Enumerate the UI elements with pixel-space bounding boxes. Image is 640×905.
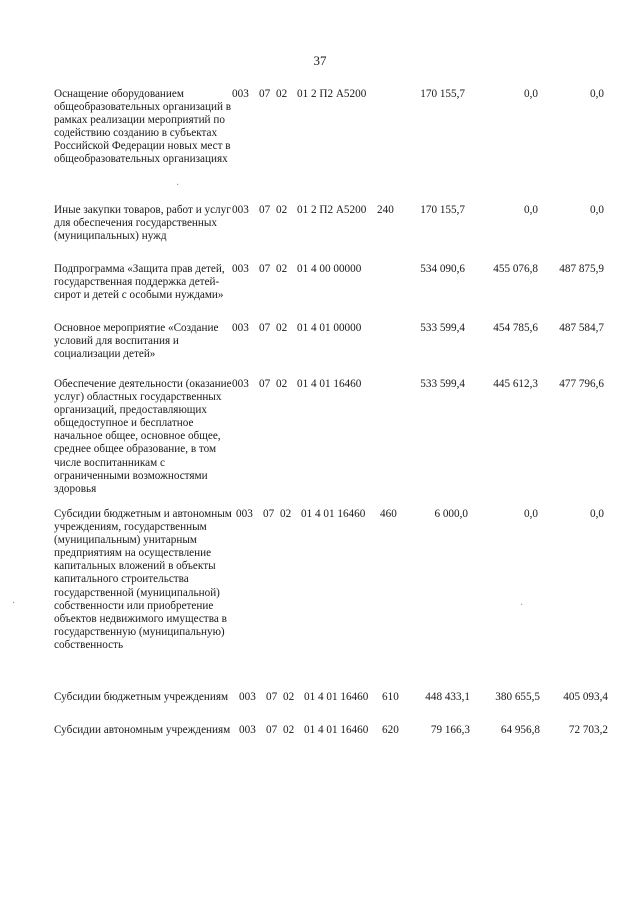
- value-year-1: 533 599,4: [420, 322, 465, 334]
- section-code: 07: [259, 263, 271, 275]
- value-year-1: 170 155,7: [420, 204, 465, 216]
- section-code: 07: [263, 508, 275, 520]
- value-year-3: 477 796,6: [559, 378, 604, 390]
- scan-speck: ·: [12, 598, 16, 609]
- subsection-code: 02: [276, 378, 288, 390]
- admin-code: 003: [239, 691, 256, 703]
- expense-type-code: 240: [377, 204, 394, 216]
- expense-type-code: 620: [382, 724, 399, 736]
- target-article-code: 01 4 01 16460: [297, 378, 362, 390]
- subsection-code: 02: [283, 724, 295, 736]
- page-number: 37: [313, 53, 327, 68]
- value-year-2: 380 655,5: [495, 691, 540, 703]
- row-name: Субсидии автономным учреждениям: [54, 724, 231, 736]
- value-year-1: 79 166,3: [430, 724, 470, 736]
- admin-code: 003: [232, 88, 249, 100]
- row-name: Субсидии бюджетным учреждениям: [54, 691, 229, 703]
- section-code: 07: [259, 378, 271, 390]
- subsection-code: 02: [283, 691, 295, 703]
- row-name: Иные закупки товаров, работ и услуг для обеспечения государственных (муниципальных) нужд: [54, 204, 231, 243]
- value-year-3: 0,0: [590, 508, 604, 520]
- value-year-1: 6 000,0: [434, 508, 468, 520]
- target-article-code: 01 2 П2 А5200: [297, 204, 367, 216]
- target-article-code: 01 4 01 00000: [297, 322, 362, 334]
- value-year-2: 445 612,3: [493, 378, 538, 390]
- row-name: Оснащение оборудованием общеобразовательных организаций в рамках реализации мероприятий по содействию созданию в субъектах Российской Федерации новых мест в общеобразовательных организациях: [54, 88, 232, 166]
- row-name: Подпрограмма «Защита прав детей, государственная поддержка детей-сирот и детей с особыми нуждами»: [54, 263, 225, 302]
- value-year-1: 448 433,1: [425, 691, 470, 703]
- subsection-code: 02: [276, 204, 288, 216]
- target-article-code: 01 4 01 16460: [301, 508, 366, 520]
- row-name: Основное мероприятие «Создание условий для воспитания и социализации детей»: [54, 322, 219, 361]
- section-code: 07: [259, 204, 271, 216]
- admin-code: 003: [239, 724, 256, 736]
- admin-code: 003: [232, 204, 249, 216]
- value-year-3: 405 093,4: [563, 691, 608, 703]
- value-year-2: 455 076,8: [493, 263, 538, 275]
- section-code: 07: [266, 724, 278, 736]
- row-name: Субсидии бюджетным и автономным учреждениям, государственным (муниципальным) унитарным предприятиям на осуществление капитальных вложений в объекты капитального строительства государственной (муниципальной) собственности или приобретение объектов недвижимого имущества в государственную (муниципальную) собственность: [54, 508, 232, 651]
- value-year-2: 0,0: [524, 508, 538, 520]
- value-year-2: 0,0: [524, 88, 538, 100]
- subsection-code: 02: [276, 88, 288, 100]
- subsection-code: 02: [276, 263, 288, 275]
- target-article-code: 01 4 01 16460: [304, 724, 369, 736]
- admin-code: 003: [232, 378, 249, 390]
- admin-code: 003: [236, 508, 253, 520]
- value-year-3: 72 703,2: [568, 724, 608, 736]
- subsection-code: 02: [280, 508, 292, 520]
- section-code: 07: [259, 322, 271, 334]
- value-year-3: 487 875,9: [559, 263, 604, 275]
- value-year-3: 0,0: [590, 88, 604, 100]
- target-article-code: 01 2 П2 А5200: [297, 88, 367, 100]
- value-year-1: 533 599,4: [420, 378, 465, 390]
- admin-code: 003: [232, 322, 249, 334]
- target-article-code: 01 4 01 16460: [304, 691, 369, 703]
- admin-code: 003: [232, 263, 249, 275]
- expense-type-code: 610: [382, 691, 399, 703]
- value-year-3: 0,0: [590, 204, 604, 216]
- value-year-2: 454 785,6: [493, 322, 538, 334]
- scan-speck: ·: [520, 600, 524, 611]
- expense-type-code: 460: [380, 508, 397, 520]
- section-code: 07: [266, 691, 278, 703]
- target-article-code: 01 4 00 00000: [297, 263, 362, 275]
- subsection-code: 02: [276, 322, 288, 334]
- scan-speck: ·: [176, 180, 180, 191]
- row-name: Обеспечение деятельности (оказание услуг) областных государственных организаций, предоставляющих общедоступное и бесплатное начальное общее, основное общее, среднее общее образование, в том числе воспитанникам с ограниченными возможностями здоровья: [54, 378, 232, 495]
- value-year-1: 534 090,6: [420, 263, 465, 275]
- value-year-3: 487 584,7: [559, 322, 604, 334]
- section-code: 07: [259, 88, 271, 100]
- value-year-2: 0,0: [524, 204, 538, 216]
- value-year-1: 170 155,7: [420, 88, 465, 100]
- value-year-2: 64 956,8: [500, 724, 540, 736]
